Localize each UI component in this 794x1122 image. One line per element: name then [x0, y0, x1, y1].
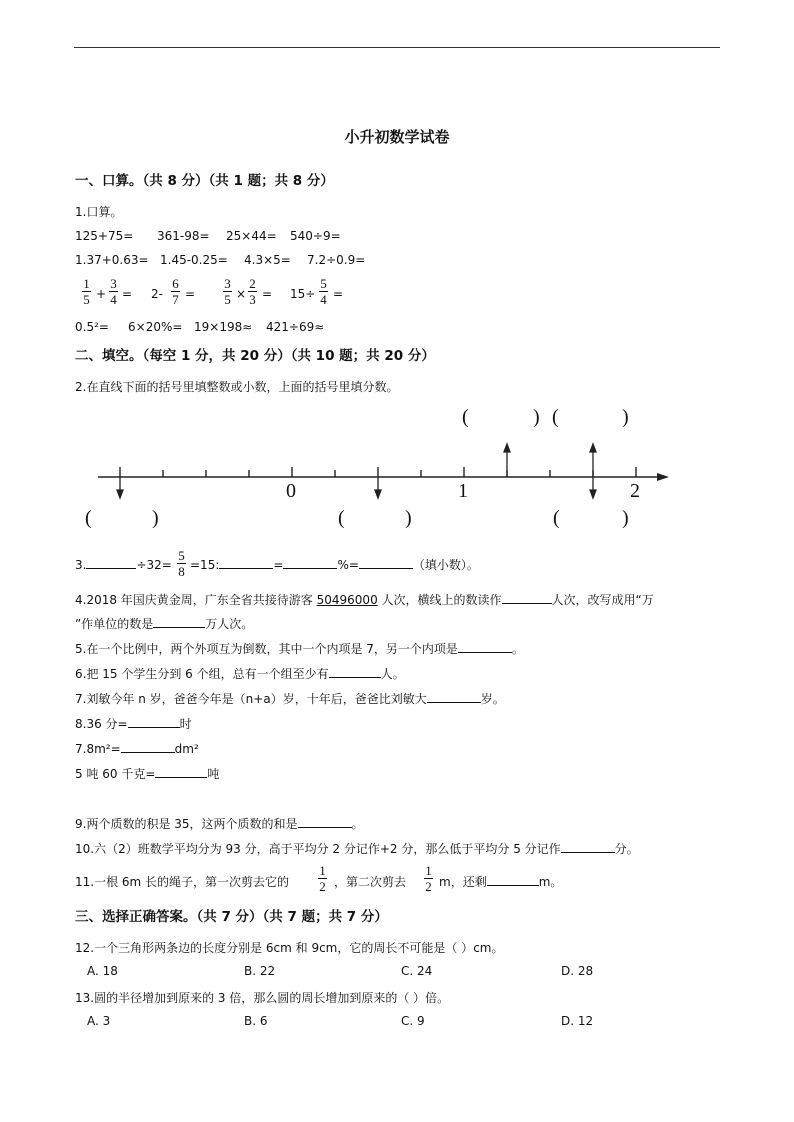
fraction [223, 277, 232, 306]
q12-option-b[interactable]: B. 22 [244, 964, 276, 978]
answer-blank[interactable] [427, 690, 481, 703]
q13-text: 13.圆的半径增加到原来的 3 倍，那么圆的周长增加到原来的（ ）倍。 [75, 991, 450, 1005]
denominator: 4 [320, 292, 327, 307]
q3-line-rest: =15: = %= （填小数）。 [190, 558, 479, 572]
q1-item: 1.37+0.63= [75, 253, 149, 267]
q1-item: 361-98= [157, 229, 210, 243]
underlined-number: 50496000 [316, 593, 378, 607]
q11-line-mid: ，第二次剪去 [334, 875, 407, 889]
denominator: 5 [83, 292, 90, 307]
section-1-heading: 一、口算。（共 8 分）（共 1 题；共 8 分） [75, 173, 334, 189]
q2-text: 2.在直线下面的括号里填整数或小数，上面的括号里填分数。 [75, 380, 399, 394]
axis-label-1: 1 [458, 480, 468, 502]
numerator: 3 [110, 276, 117, 291]
fraction [109, 277, 118, 306]
answer-paren-close: ) [405, 507, 412, 529]
denominator: 2 [425, 879, 432, 894]
q5-line: 5.在一个比例中，两个外项互为倒数，其中一个内项是 7，另一个内项是 。 [75, 642, 524, 656]
operator: 2- [151, 287, 163, 301]
q1-item: 4.3×5= [244, 253, 291, 267]
answer-blank[interactable] [128, 715, 180, 728]
answer-paren-close: ) [533, 406, 540, 428]
answer-blank[interactable] [86, 556, 136, 569]
ticks [120, 467, 636, 477]
answer-blank[interactable] [487, 873, 539, 886]
q11-line-end: m，还剩 m。 [439, 875, 563, 889]
q11-line-start: 11.一根 6m 长的绳子，第一次剪去它的 [75, 875, 290, 889]
answer-paren-close: ) [152, 507, 159, 529]
fraction [82, 277, 91, 306]
q6-line: 6.把 15 个学生分到 6 个组，总有一个组至少有 人。 [75, 667, 405, 681]
q1-item: 7.2÷0.9= [307, 253, 366, 267]
operator: + [96, 287, 107, 301]
q1-label: 1.口算。 [75, 205, 123, 219]
equals: = [122, 287, 133, 301]
q12-option-a[interactable]: A. 18 [87, 964, 118, 978]
section-3-heading: 三、选择正确答案。（共 7 分）（共 7 题；共 7 分） [75, 909, 388, 925]
numerator: 1 [319, 863, 326, 878]
fraction [319, 277, 328, 306]
fraction [424, 864, 433, 893]
q13-option-c[interactable]: C. 9 [401, 1014, 425, 1028]
q7-line: 7.刘敏今年 n 岁，爸爸今年是（n+a）岁，十年后，爸爸比刘敏大 岁。 [75, 692, 505, 706]
answer-paren-close: ) [622, 406, 629, 428]
denominator: 5 [224, 292, 231, 307]
answer-blank[interactable] [283, 556, 337, 569]
q9-line: 9.两个质数的积是 35，这两个质数的和是 。 [75, 817, 364, 831]
q1-item: 540÷9= [290, 229, 341, 243]
q10-line: 10.六（2）班数学平均分为 93 分，高于平均分 2 分记作+2 分，那么低于平均分 5 分记作 分。 [75, 842, 639, 856]
numerator: 6 [172, 276, 179, 291]
operator: 15÷ [290, 287, 316, 301]
answer-blank[interactable] [359, 556, 413, 569]
header-rule [74, 47, 720, 48]
answer-blank[interactable] [298, 815, 352, 828]
numerator: 3 [224, 276, 231, 291]
answer-blank[interactable] [458, 640, 512, 653]
answer-blank[interactable] [153, 615, 205, 628]
fraction [177, 549, 186, 578]
equals: = [185, 287, 196, 301]
q1-item: 125+75= [75, 229, 134, 243]
q8-line-1: 8.36 分= 时 [75, 717, 192, 731]
q12-option-c[interactable]: C. 24 [401, 964, 433, 978]
q3-line: 3. ÷32= [75, 558, 172, 572]
down-arrows [117, 477, 596, 498]
q1-item: 25×44= [226, 229, 277, 243]
axis-label-2: 2 [630, 480, 640, 502]
answer-paren-open: ( [462, 406, 469, 428]
denominator: 3 [249, 292, 256, 307]
answer-blank[interactable] [121, 740, 175, 753]
answer-blank[interactable] [219, 556, 273, 569]
fraction [248, 277, 257, 306]
q4-line-1: 4.2018 年国庆黄金周，广东全省共接待游客 50496000 人次，横线上的数读作 人次，改写成用“万 [75, 593, 654, 607]
equals: = [262, 287, 273, 301]
answer-paren-close: ) [622, 507, 629, 529]
numerator: 1 [425, 863, 432, 878]
q1-item: 0.5²= [75, 320, 109, 334]
numerator: 5 [178, 548, 185, 563]
axis-label-0: 0 [286, 480, 296, 502]
answer-paren-open: ( [552, 406, 559, 428]
q8-line-3: 5 吨 60 千克= 吨 [75, 767, 220, 781]
answer-blank[interactable] [502, 591, 552, 604]
numerator: 2 [249, 276, 256, 291]
q1-item: 6×20%= [128, 320, 183, 334]
page-title: 小升初数学试卷 [344, 128, 450, 146]
answer-paren-open: ( [338, 507, 345, 529]
denominator: 4 [110, 292, 117, 307]
q1-item: 1.45-0.25= [160, 253, 228, 267]
operator: × [236, 287, 247, 301]
numerator: 5 [320, 276, 327, 291]
answer-blank[interactable] [329, 665, 381, 678]
numerator: 1 [83, 276, 90, 291]
answer-blank[interactable] [155, 765, 207, 778]
q12-option-d[interactable]: D. 28 [561, 964, 594, 978]
q12-text: 12.一个三角形两条边的长度分别是 6cm 和 9cm，它的周长不可能是（ ）cm。 [75, 941, 504, 955]
answer-paren-open: ( [553, 507, 560, 529]
q13-option-b[interactable]: B. 6 [244, 1014, 268, 1028]
q13-option-a[interactable]: A. 3 [87, 1014, 111, 1028]
q8-line-2: 7.8m²= dm² [75, 742, 199, 756]
axis-arrow [657, 473, 669, 481]
fraction [171, 277, 180, 306]
number-line [0, 400, 794, 540]
answer-blank[interactable] [561, 840, 615, 853]
fraction [318, 864, 327, 893]
equals: = [333, 287, 344, 301]
answer-paren-open: ( [85, 507, 92, 529]
denominator: 8 [178, 564, 185, 579]
q1-item: 19×198≈ [194, 320, 253, 334]
q1-item: 421÷69≈ [266, 320, 325, 334]
denominator: 2 [319, 879, 326, 894]
denominator: 7 [172, 292, 179, 307]
section-2-heading: 二、填空。（每空 1 分，共 20 分）（共 10 题；共 20 分） [75, 348, 435, 364]
q4-line-2: ”作单位的数是 万人次。 [75, 617, 254, 631]
q13-option-d[interactable]: D. 12 [561, 1014, 594, 1028]
